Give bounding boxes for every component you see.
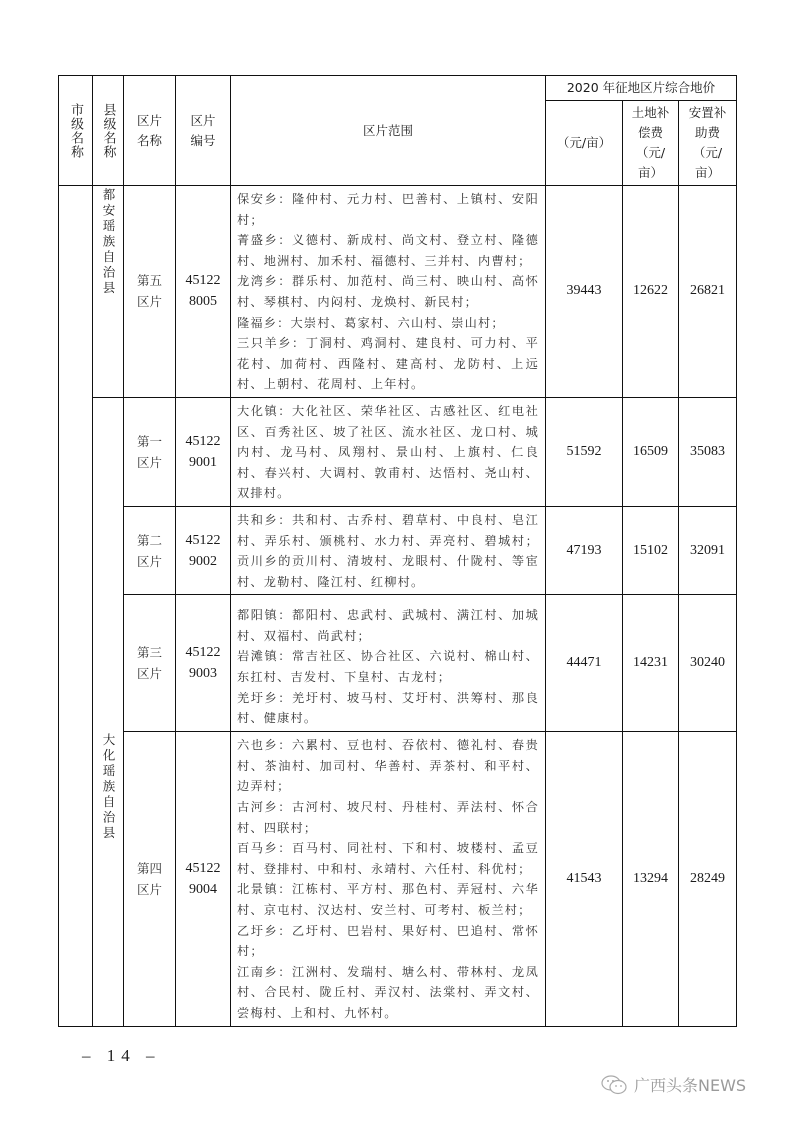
page-number: – 14 – [82, 1046, 161, 1065]
zone-range-cell: 大化镇：大化社区、荣华社区、古感社区、红电社区、百秀社区、坡了社区、流水社区、龙口村、城内村、龙马村、凤翔村、景山村、上旗村、仁良村、春兴村、大调村、敦甫村、达悟村、尧山村、双排村。 [231, 397, 546, 506]
header-city: 市级名称 [59, 76, 93, 186]
wechat-icon [600, 1074, 628, 1096]
price-cell: 44471 [546, 595, 623, 732]
price-cell: 41543 [546, 732, 623, 1026]
header-zone-range: 区片范围 [231, 76, 546, 186]
header-price-unit: （元/亩） [546, 101, 623, 186]
header-county: 县级名称 [93, 76, 124, 186]
table-row [59, 732, 737, 1026]
zone-range-cell: 六也乡：六累村、豆也村、吞依村、德礼村、春贵村、茶油村、加司村、华善村、弄茶村、和平村、边弄村； 古河乡：古河村、坡尺村、丹桂村、弄法村、怀合村、四联村； 百马乡：百马村、同社村、下和村、坡楼村、孟豆村、登排村、中和村、永靖村、六任村、科优村； 北景镇：江栋村、平方村、那色村、弄冠村、六华村、京屯村、汉达村、安兰村、可考村、板兰村； 乙圩乡：乙圩村、巴岩村、果好村、巴追村、常怀村； 江南乡：江洲村、发瑞村、塘么村、带林村、龙凤村、合民村、陇丘村、弄汉村、法棠村、弄文村、尝梅村、上和村、九怀村。 [231, 732, 546, 1026]
land-comp-cell: 15102 [623, 506, 679, 594]
zone-code-cell: 45122 9001 [176, 397, 231, 506]
zone-range-cell: 共和乡：共和村、古乔村、碧草村、中良村、皂江村、弄乐村、颁桃村、水力村、弄亮村、碧城村；贡川乡的贡川村、清坡村、龙眼村、什陇村、等宦村、龙勒村、隆江村、红柳村。 [231, 506, 546, 594]
header-zone-name: 区片名称 [124, 76, 176, 186]
city-cell [59, 186, 93, 1027]
resettle-cell: 28249 [679, 732, 737, 1026]
header-resettle: 安置补助费（元/亩） [679, 101, 737, 186]
zone-range-cell: 保安乡：隆仲村、元力村、巴善村、上镇村、安阳村； 菁盛乡：义德村、新成村、尚文村、登立村、隆德村、地洲村、加禾村、福德村、三并村、内曹村； 龙湾乡：群乐村、加范村、尚三村、映山村、高怀村、琴棋村、内闷村、龙焕村、新民村； 隆福乡：大崇村、葛家村、六山村、崇山村； 三只羊乡：丁洞村、鸡洞村、建良村、可力村、平花村、加荷村、西隆村、建高村、龙防村、上远村、上朝村、花周村、上年村。 [231, 186, 546, 398]
resettle-cell: 30240 [679, 595, 737, 732]
zone-code-cell: 45122 9004 [176, 732, 231, 1026]
watermark [600, 1073, 746, 1096]
land-comp-cell: 12622 [623, 186, 679, 398]
table-row [59, 186, 737, 398]
zone-code-cell: 45122 9002 [176, 506, 231, 594]
zone-code-cell: 45122 9003 [176, 595, 231, 732]
land-comp-cell: 14231 [623, 595, 679, 732]
zone-name-cell: 第五 区片 [124, 186, 176, 398]
price-cell: 51592 [546, 397, 623, 506]
land-price-table [58, 75, 737, 1027]
zone-code-cell: 45122 8005 [176, 186, 231, 398]
zone-name-cell: 第一 区片 [124, 397, 176, 506]
resettle-cell: 26821 [679, 186, 737, 398]
resettle-cell: 32091 [679, 506, 737, 594]
table-row [59, 506, 737, 594]
price-cell: 39443 [546, 186, 623, 398]
resettle-cell: 35083 [679, 397, 737, 506]
zone-name-cell: 第三 区片 [124, 595, 176, 732]
table-row [59, 397, 737, 506]
land-comp-cell: 16509 [623, 397, 679, 506]
watermark-text: 广西头条NEWS [634, 1076, 747, 1095]
county-cell: 大化瑶族自治县 [93, 397, 124, 1026]
zone-name-cell: 第四 区片 [124, 732, 176, 1026]
zone-range-cell: 都阳镇：都阳村、忠武村、武城村、满江村、加城村、双福村、尚武村； 岩滩镇：常吉社区、协合社区、六说村、棉山村、东扛村、吉发村、下皇村、古龙村； 羌圩乡：羌圩村、坡马村、艾圩村、洪筹村、那良村、健康村。 [231, 595, 546, 732]
land-comp-cell: 13294 [623, 732, 679, 1026]
price-cell: 47193 [546, 506, 623, 594]
header-land-comp: 土地补偿费（元/亩） [623, 101, 679, 186]
county-cell: 都安瑶族自治县 [93, 186, 124, 398]
zone-name-cell: 第二 区片 [124, 506, 176, 594]
table-row [59, 595, 737, 732]
header-price-group: 2020 年征地区片综合地价 [546, 76, 737, 101]
header-zone-code: 区片编号 [176, 76, 231, 186]
